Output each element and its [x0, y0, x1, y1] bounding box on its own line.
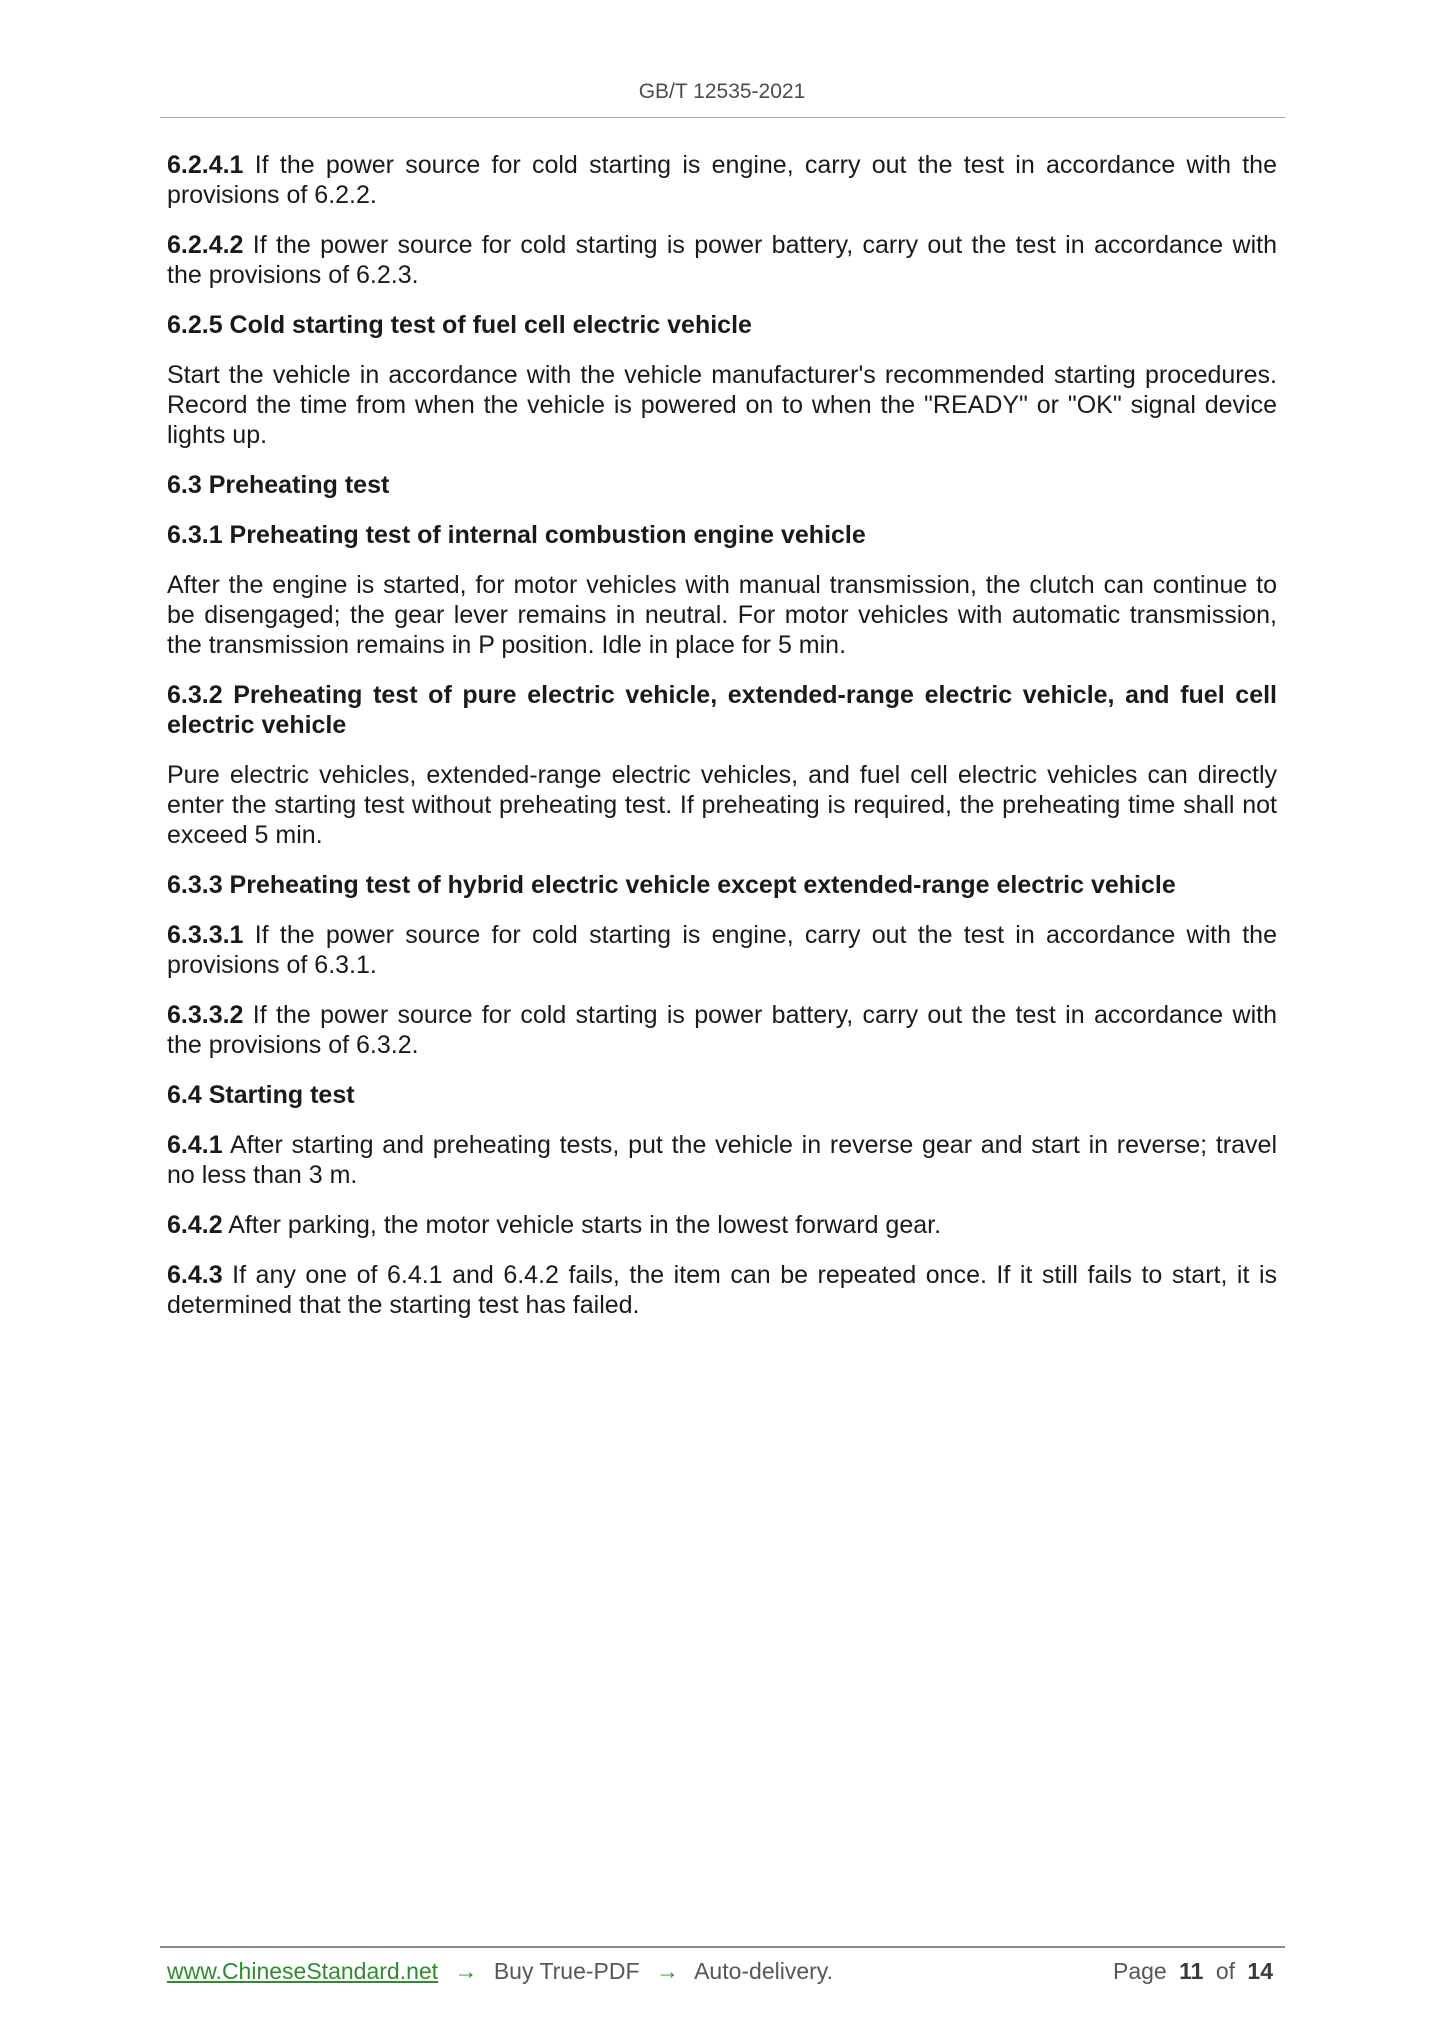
paragraph — [167, 1130, 1277, 1190]
site-link[interactable]: www.ChineseStandard.net — [167, 1958, 439, 1984]
clause-number: 6.3.3.2 — [167, 1001, 244, 1029]
clause-text: If the power source for cold starting is engine, carry out the test in accordance with the provisions of 6.2.2. — [167, 151, 1277, 209]
clause-number: 6.2.4.2 — [167, 231, 244, 259]
paragraph: After the engine is started, for motor vehicles with manual transmission, the clutch can continue to be disengaged; the gear lever remains in neutral. For motor vehicles with automatic transmission, the transmission remains in P position. Idle in place for 5 min. — [167, 571, 1277, 659]
paragraph — [167, 150, 1277, 210]
section-heading: 6.3 Preheating test — [167, 471, 390, 499]
clause-text: If the power source for cold starting is engine, carry out the test in accordance with the provisions of 6.3.1. — [167, 921, 1277, 979]
footer-left — [167, 1956, 833, 1986]
paragraph — [167, 920, 1277, 980]
clause-number: 6.2.4.1 — [167, 151, 244, 179]
arrow-right-icon: → — [454, 1958, 478, 1984]
page-indicator — [1111, 1956, 1277, 1986]
section-heading: 6.3.1 Preheating test of internal combustion engine vehicle — [167, 521, 866, 549]
clause-number: 6.3.3.1 — [167, 921, 244, 949]
paragraph — [167, 1210, 1277, 1240]
clause-text: If the power source for cold starting is power battery, carry out the test in accordance with the provisions of 6.2.3. — [167, 231, 1277, 289]
total-pages: 14 — [1247, 1958, 1273, 1984]
clause-text: If the power source for cold starting is power battery, carry out the test in accordance with the provisions of 6.3.2. — [167, 1001, 1277, 1059]
paragraph: Start the vehicle in accordance with the vehicle manufacturer's recommended starting procedures. Record the time from when the vehicle is powered on to when the "READY" or "OK" signal device lights up. — [167, 361, 1277, 449]
of-label: of — [1215, 1958, 1236, 1984]
document-body — [167, 150, 1277, 1340]
header-divider — [160, 117, 1285, 118]
arrow-right-icon: → — [655, 1958, 679, 1984]
clause-text: After parking, the motor vehicle starts in the lowest forward gear. — [228, 1211, 942, 1239]
clause-text: If any one of 6.4.1 and 6.4.2 fails, the item can be repeated once. If it still fails to start, it is determined that the starting test has failed. — [167, 1261, 1277, 1319]
paragraph: Pure electric vehicles, extended-range electric vehicles, and fuel cell electric vehicles can directly enter the starting test without preheating test. If preheating is required, the preheating time shall not exceed 5 min. — [167, 761, 1277, 849]
section-heading: 6.3.3 Preheating test of hybrid electric vehicle except extended-range electric vehicle — [167, 871, 1176, 899]
buy-text: Buy True-PDF — [493, 1958, 640, 1984]
page-number: 11 — [1179, 1958, 1204, 1984]
standard-number: GB/T 12535-2021 — [638, 80, 806, 103]
delivery-text: Auto-delivery. — [694, 1958, 833, 1984]
clause-number: 6.4.3 — [167, 1261, 223, 1289]
footer — [167, 1956, 1277, 1986]
section-heading: 6.3.2 Preheating test of pure electric vehicle, extended-range electric vehicle, and fuel cell electric vehicle — [167, 681, 1277, 739]
paragraph — [167, 1260, 1277, 1320]
clause-number: 6.4.2 — [167, 1211, 223, 1239]
clause-number: 6.4.1 — [167, 1131, 223, 1159]
paragraph — [167, 230, 1277, 290]
section-heading: 6.4 Starting test — [167, 1081, 355, 1109]
paragraph — [167, 1000, 1277, 1060]
page-header — [167, 80, 1277, 104]
section-heading: 6.2.5 Cold starting test of fuel cell electric vehicle — [167, 311, 752, 339]
page-label: Page — [1113, 1958, 1167, 1984]
clause-text: After starting and preheating tests, put the vehicle in reverse gear and start in reverse; travel no less than 3 m. — [167, 1131, 1277, 1189]
footer-divider — [160, 1946, 1285, 1948]
